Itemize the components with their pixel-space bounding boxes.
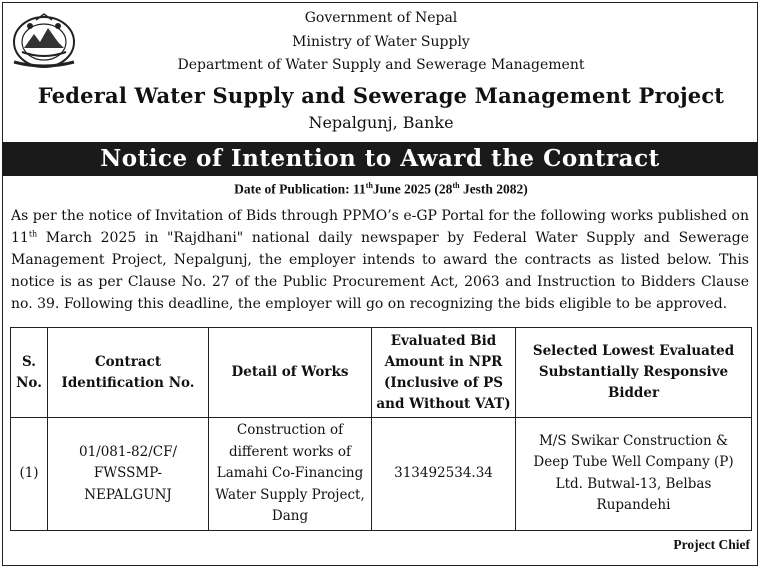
signature-title: Project Chief: [673, 537, 750, 552]
cell-sn: (1): [11, 418, 48, 531]
publication-date: Date of Publication: 11thJune 2025 (28th Jesth 2082): [234, 181, 528, 197]
col-header-sn: S. No.: [11, 328, 48, 418]
ministry-name: Ministry of Water Supply: [292, 34, 470, 50]
table-header-row: [11, 328, 752, 418]
government-name: Government of Nepal: [304, 10, 458, 26]
cell-contract: 01/081-82/CF/ FWSSMP-NEPALGUNJ: [48, 418, 209, 531]
col-header-works: Detail of Works: [209, 328, 372, 418]
cell-amount: 313492534.34: [372, 418, 516, 531]
department-name: Department of Water Supply and Sewerage Management: [177, 57, 585, 73]
award-table: [10, 327, 752, 531]
col-header-contract: Contract Identification No.: [48, 328, 209, 418]
col-header-bidder: Selected Lowest Evaluated Substantially Responsive Bidder: [516, 328, 752, 418]
col-header-amount: Evaluated Bid Amount in NPR (Inclusive of PS and Without VAT): [372, 328, 516, 418]
table-row: [11, 418, 752, 531]
cell-bidder: M/S Swikar Construction & Deep Tube Well Company (P) Ltd. Butwal-13, Belbas Rupandehi: [516, 418, 752, 531]
notice-body: As per the notice of Invitation of Bids through PPMO’s e-GP Portal for the following works published on 11th March 2025 in "Rajdhani" national daily newspaper by Federal Water Supply and Sewerage Management Project, Nepalgunj, the employer intends to award the contracts as listed below. This notice is as per Clause No. 27 of the Public Procurement Act, 2063 and Instruction to Bidders Clause no. 39. Following this deadline, the employer will go on recognizing the bids eligible to be approved.: [11, 208, 749, 312]
notice-title: Notice of Intention to Award the Contract: [2, 142, 758, 176]
cell-works: Construction of different works of Lamahi Co-Financing Water Supply Project, Dang: [209, 418, 372, 531]
project-location: Nepalgunj, Banke: [308, 113, 454, 132]
project-name: Federal Water Supply and Sewerage Management Project: [37, 83, 725, 108]
